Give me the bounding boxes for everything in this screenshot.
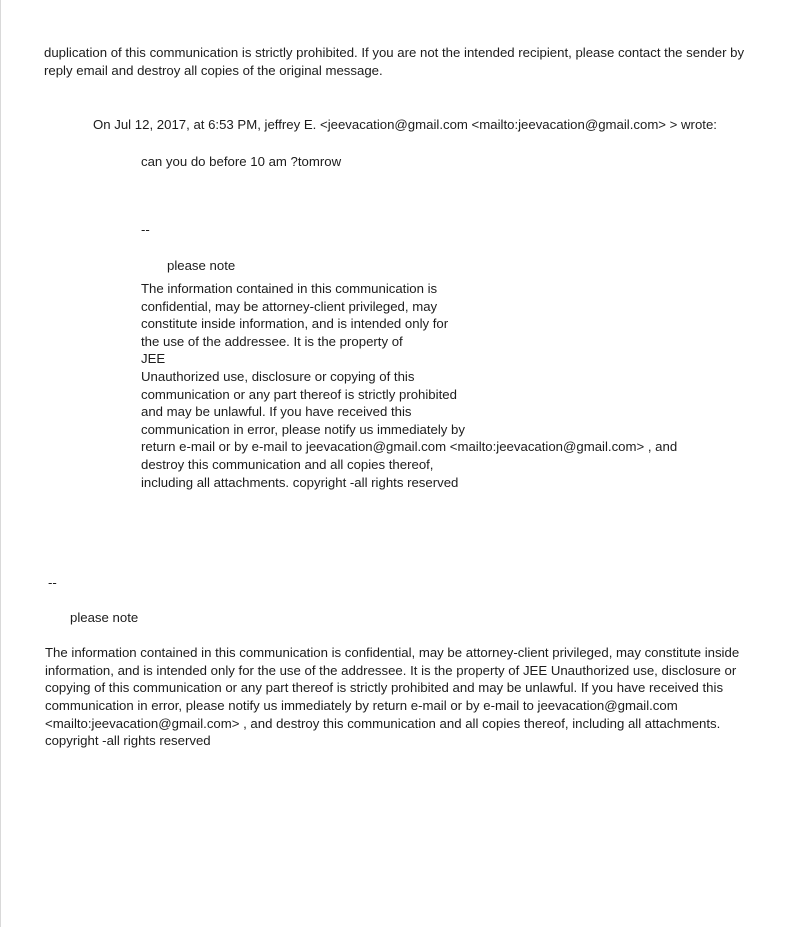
disclaimer-line: destroy this communication and all copies thereof,: [141, 456, 434, 472]
disclaimer-line: confidential, may be attorney-client privileged, may: [141, 298, 438, 314]
disclaimer-line: and may be unlawful. If you have received this: [141, 404, 412, 420]
disclaimer-line: The information contained in this communication is: [141, 281, 438, 296]
outer-signature-separator: --: [48, 575, 57, 591]
quoted-signature-disclaimer: [141, 280, 677, 491]
disclaimer-line: communication or any part thereof is strictly prohibited: [141, 386, 457, 402]
quoted-message-body: can you do before 10 am ?tomrow: [141, 154, 342, 170]
disclaimer-line: constitute inside information, and is intended only for: [141, 316, 449, 332]
disclaimer-line: Unauthorized use, disclosure or copying of this: [141, 368, 415, 384]
outer-signature-note: please note: [70, 610, 139, 626]
disclaimer-line: return e-mail or by e-mail to jeevacation@gmail.com <mailto:jeevacation@gmail.com> , and: [141, 439, 678, 455]
disclaimer-line: communication in error, please notify us immediately by: [141, 421, 465, 437]
disclaimer-line: the use of the addressee. It is the property of: [141, 333, 403, 349]
disclaimer-line: including all attachments. copyright -all rights reserved: [141, 474, 459, 490]
quoted-signature-separator: --: [141, 222, 150, 238]
page-edge-artifact: [0, 0, 1, 927]
quoted-signature-note: please note: [167, 258, 236, 274]
top-continuation-paragraph: duplication of this communication is strictly prohibited. If you are not the intended recipient, please contact the sender by reply email and destroy all copies of the original message.: [44, 45, 745, 78]
outer-signature-disclaimer: The information contained in this communication is confidential, may be attorney-client privileged, may constitute inside information, and is intended only for the use of the addressee. It is the property of JEE Unauthorized use, disclosure or copying of this communication or any part thereof is strictly prohibited and may be unlawful. If you have received this communication in error, please notify us immediately by return e-mail or by e-mail to jeevacation@gmail.com <mailto:jeevacation@gmail.com> , and destroy this communication and all copies thereof, including all attachments. copyright -all rights reserved: [45, 645, 740, 749]
disclaimer-line: JEE: [141, 351, 166, 367]
quoted-message-attribution: On Jul 12, 2017, at 6:53 PM, jeffrey E. <jeevacation@gmail.com <mailto:jeevacation@gmail.com> > wrote:: [93, 117, 717, 133]
